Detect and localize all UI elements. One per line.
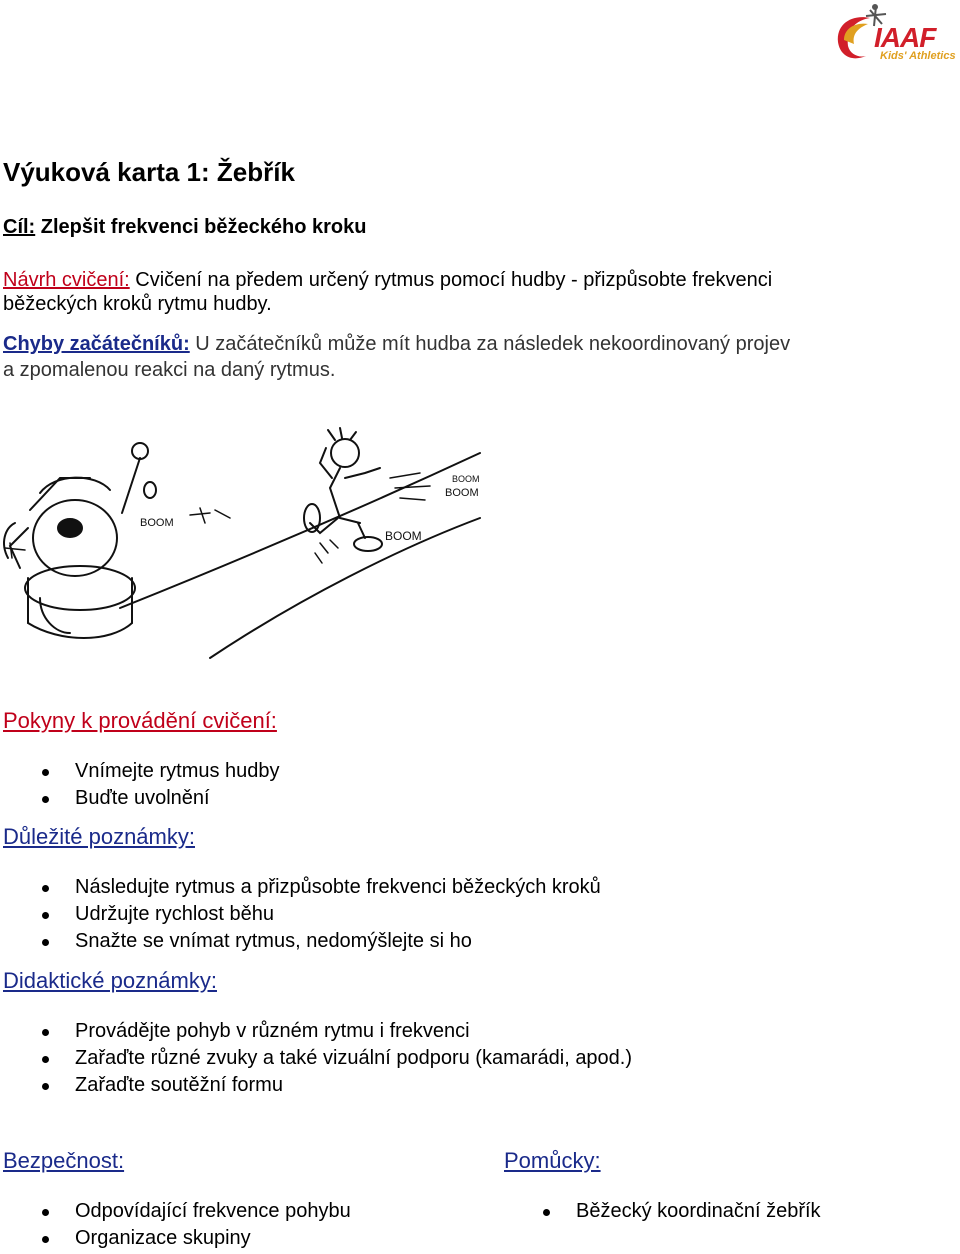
didactic-list xyxy=(3,1018,632,1099)
equipment-heading: Pomůcky: xyxy=(504,1148,601,1173)
list-item: Vnímejte rytmus hudby xyxy=(3,758,280,785)
list-item: Snažte se vnímat rytmus, nedomýšlejte si ho xyxy=(3,928,601,955)
sound-label: BOOM xyxy=(140,517,174,529)
list-item: Odpovídající frekvence pohybu xyxy=(3,1198,351,1225)
sound-label: BOOM xyxy=(452,474,480,484)
sound-label: BOOM xyxy=(385,529,422,543)
logo-wordmark: IAAF xyxy=(874,22,936,53)
didactic-heading: Didaktické poznámky: xyxy=(3,968,217,993)
proposal-line-1 xyxy=(3,267,935,293)
mistakes-text-1: U začátečníků může mít hudba za následek nekoordinovaný projev xyxy=(195,333,791,355)
instructions-list xyxy=(3,758,280,812)
list-item: Udržujte rychlost běhu xyxy=(3,901,601,928)
list-item: Buďte uvolnění xyxy=(3,785,280,812)
instructions-heading: Pokyny k provádění cvičení: xyxy=(3,708,277,733)
list-item: Zařaďte různé zvuky a také vizuální podporu (kamarádi, apod.) xyxy=(3,1045,632,1072)
list-item: Zařaďte soutěžní formu xyxy=(3,1072,632,1099)
mistakes-line-1 xyxy=(3,331,935,357)
goal-label: Cíl: xyxy=(3,216,36,238)
proposal-label: Návrh cvičení: xyxy=(3,269,130,291)
important-heading: Důležité poznámky: xyxy=(3,824,195,849)
list-item: Následujte rytmus a přizpůsobte frekvenci běžeckých kroků xyxy=(3,874,601,901)
proposal-text-2: běžeckých kroků rytmu hudby. xyxy=(3,293,272,315)
safety-list xyxy=(3,1198,351,1252)
page-title: Výuková karta 1: Žebřík xyxy=(3,157,295,187)
goal-text: Zlepšit frekvenci běžeckého kroku xyxy=(40,216,367,238)
running-drummer-illustration xyxy=(0,418,490,663)
drummer-figure xyxy=(4,443,156,638)
proposal-text-1: Cvičení na předem určený rytmus pomocí hudby - přizpůsobte frekvenci xyxy=(135,269,773,291)
list-item: Provádějte pohyb v různém rytmu i frekvenci xyxy=(3,1018,632,1045)
mistakes-label: Chyby začátečníků: xyxy=(3,333,190,355)
goal-line xyxy=(3,214,366,240)
iaaf-kids-athletics-logo xyxy=(830,2,956,68)
logo-subtitle: Kids' Athletics xyxy=(880,50,956,62)
mistakes-text-2: a zpomalenou reakci na daný rytmus. xyxy=(3,359,336,381)
important-list xyxy=(3,874,601,955)
sound-label: BOOM xyxy=(445,487,479,499)
list-item: Organizace skupiny xyxy=(3,1225,351,1252)
list-item: Běžecký koordinační žebřík xyxy=(504,1198,821,1225)
equipment-list xyxy=(504,1198,821,1225)
safety-heading: Bezpečnost: xyxy=(3,1148,125,1173)
